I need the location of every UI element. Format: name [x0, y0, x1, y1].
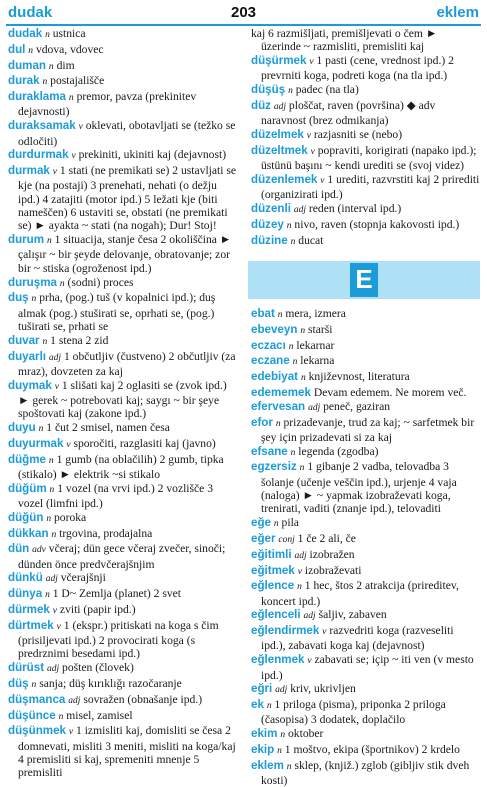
- entry-headword: dudak: [8, 27, 43, 40]
- entry-translation: 1 stati (ne premikati se) 2 ustavljati se kje (na postaji) 3 prenehati, nehati (o dežju ipd.) 4 zatajiti (motor ipd.) 5 ležati kje (biti nameščen) 6 ustaviti se, obstati (ne premikati se) ► ayakta ~ stati (na nogah); Dur! Stoj!: [18, 164, 237, 233]
- dictionary-entry: [8, 661, 241, 676]
- entry-part-of-speech: v: [56, 621, 61, 632]
- entry-part-of-speech: v: [52, 167, 58, 178]
- dictionary-entry: [251, 54, 480, 83]
- dictionary-entry: [8, 59, 241, 74]
- entry-headword: eğe: [251, 516, 271, 530]
- entry-part-of-speech: adj: [45, 574, 58, 585]
- entry-translation: ploščat, raven (površina) ◆ adv naravnost (brez odmikanja): [261, 98, 436, 128]
- entry-translation: književnost, literatura: [308, 370, 410, 384]
- dictionary-entry: [8, 724, 241, 779]
- entry-part-of-speech: n: [68, 93, 74, 104]
- entry-translation: nivo, raven (stopnja kakovosti ipd.): [294, 217, 460, 231]
- entry-translation: 1 gumb (na oblačilih) 2 gumb, tipka (stikalo) ► elektrik ~si stikalo: [18, 452, 224, 481]
- entry-part-of-speech: v: [310, 146, 315, 157]
- dictionary-entry: [251, 307, 480, 322]
- dictionary-entry: [8, 603, 241, 618]
- entry-part-of-speech: v: [307, 656, 312, 667]
- entry-part-of-speech: n: [51, 529, 57, 540]
- entry-translation: Devam edemem. Ne morem več.: [313, 385, 467, 399]
- entry-translation: pila: [281, 516, 299, 530]
- entry-translation: lekarna: [300, 354, 335, 368]
- entry-headword: eğlenmek: [251, 653, 305, 667]
- dictionary-entry: [8, 291, 241, 333]
- right-column: [251, 27, 480, 787]
- entry-headword: dünya: [8, 587, 43, 601]
- dictionary-entry: [251, 354, 480, 369]
- dictionary-entry: [8, 709, 241, 724]
- entry-part-of-speech: n: [48, 61, 54, 72]
- dictionary-entry: [8, 453, 241, 482]
- entry-translation: 1 občutljiv (čustveno) 2 občutljiv (za mraz), dovzeten za kaj: [18, 349, 236, 378]
- entry-headword: düğme: [8, 452, 47, 466]
- entry-translation: včerajšnji: [60, 571, 106, 585]
- entry-headword: düşünce: [8, 708, 56, 722]
- entry-translation: prekiniti, ukiniti kaj (dejavnost): [78, 148, 227, 162]
- entry-part-of-speech: n: [59, 278, 65, 289]
- dictionary-entry: [251, 339, 480, 354]
- dictionary-entry: [8, 164, 241, 232]
- entry-part-of-speech: n: [300, 325, 306, 336]
- dictionary-entry: [251, 516, 480, 531]
- entry-translation: 1 priloga (pisma), priponka 2 priloga (časopisa) 3 dodatek, doplačilo: [261, 698, 446, 727]
- entry-part-of-speech: n: [297, 582, 302, 593]
- dictionary-entry: [251, 759, 480, 787]
- entry-part-of-speech: n: [286, 761, 292, 772]
- entry-translation: oklevati, obotavljati se (težko se odločiti): [18, 119, 236, 148]
- dictionary-entry: [251, 128, 480, 143]
- entry-part-of-speech: adj: [275, 685, 288, 696]
- entry-part-of-speech: n: [48, 455, 54, 466]
- dictionary-entry: [251, 564, 480, 579]
- entry-translation: 1 gibanje 2 vadba, telovadba 3 šolanje (učenje veščin ipd.), urjenje 4 vaja (naloga) ► ~ yapmak izobraževati koga, trenirati, vaditi (znanje ipd.), telovaditi: [261, 460, 457, 516]
- entry-translation: 1 D~ Zemlja (planet) 2 svet: [52, 587, 182, 601]
- entry-part-of-speech: n: [42, 77, 48, 88]
- right-guide-word: eklem: [436, 4, 479, 21]
- dictionary-entry: [8, 571, 241, 586]
- entry-translation: premor, pavza (prekinitev dejavnosti): [18, 90, 197, 119]
- entry-headword: eğitmek: [251, 563, 295, 577]
- entry-headword: dünkü: [8, 571, 43, 585]
- entry-headword: ek: [251, 698, 264, 712]
- entry-part-of-speech: adj: [294, 550, 307, 561]
- entry-translation: misel, zamisel: [66, 708, 133, 722]
- entry-headword: ebeveyn: [251, 322, 298, 336]
- entry-part-of-speech: v: [309, 57, 314, 68]
- entry-part-of-speech: n: [288, 86, 293, 97]
- entry-part-of-speech: adj: [68, 695, 81, 706]
- entry-translation: vdova, vdovec: [35, 42, 104, 56]
- left-column: [8, 27, 241, 780]
- entry-translation: pošten (človek): [62, 661, 134, 675]
- dictionary-entry: [251, 698, 480, 727]
- dictionary-entry: [8, 74, 241, 89]
- entry-part-of-speech: n: [275, 418, 281, 429]
- entry-headword: eğlendirmek: [251, 624, 320, 638]
- entry-part-of-speech: n: [299, 463, 305, 474]
- letter-section-banner: [248, 261, 480, 299]
- entry-headword: dürüst: [8, 661, 45, 675]
- entry-headword: efor: [251, 415, 273, 429]
- entry-headword: eğlenceli: [251, 608, 301, 622]
- section-letter: E: [350, 263, 378, 297]
- entry-headword: dün: [8, 542, 30, 556]
- entry-headword: eğitimli: [251, 547, 292, 561]
- entry-translation: oktober: [288, 727, 324, 741]
- entry-part-of-speech: n: [45, 30, 50, 40]
- dictionary-entry: [251, 460, 480, 515]
- entry-part-of-speech: n: [277, 309, 283, 320]
- dictionary-entry: [251, 27, 480, 54]
- entry-part-of-speech: adj: [273, 101, 287, 112]
- header-rule: [6, 24, 481, 26]
- dictionary-entry: [251, 608, 480, 623]
- entry-part-of-speech: adj: [303, 611, 316, 622]
- dictionary-entry: [251, 579, 480, 608]
- entry-headword: eğri: [251, 682, 273, 696]
- entry-headword: eczacı: [251, 338, 286, 352]
- entry-headword: ebat: [251, 306, 275, 320]
- entry-translation: izobražen: [309, 547, 355, 561]
- entry-headword: düz: [251, 98, 271, 112]
- dictionary-entry: [251, 202, 480, 217]
- entry-part-of-speech: adj: [48, 352, 62, 363]
- entry-part-of-speech: v: [322, 627, 327, 638]
- entry-translation: sklep, (knjiž.) zglob (gibljiv stik dveh kosti): [261, 758, 470, 787]
- entry-headword: durmak: [8, 164, 50, 178]
- entry-part-of-speech: n: [45, 590, 50, 601]
- entry-translation: popraviti, korigirati (napako ipd.); üstünü başını ~ kendi urediti se (svoj videz): [261, 143, 477, 173]
- entry-translation: včeraj; dün gece včeraj zvečer, sinoči; dünden önce predvčerajšnjim: [18, 542, 226, 571]
- entry-headword: duraklama: [8, 90, 66, 104]
- dictionary-entry: [251, 218, 480, 233]
- entry-translation: kriv, ukrivljen: [290, 682, 356, 696]
- entry-translation: ducat: [298, 233, 324, 247]
- entry-part-of-speech: v: [306, 131, 311, 142]
- dictionary-entry: [8, 693, 241, 708]
- dictionary-entry: [8, 233, 241, 275]
- entry-headword: duvar: [8, 333, 40, 347]
- entry-translation: legenda (zgodba): [298, 444, 379, 458]
- entry-translation: sovražen (obnašanje ipd.): [83, 692, 203, 706]
- entry-part-of-speech: n: [58, 711, 64, 722]
- dictionary-entry: [251, 548, 480, 563]
- dictionary-entry: [251, 653, 480, 682]
- entry-translation: padec (na tla): [295, 83, 359, 97]
- entry-headword: düşürmek: [251, 54, 307, 68]
- entry-headword: egzersiz: [251, 460, 297, 474]
- entry-part-of-speech: n: [266, 701, 272, 712]
- page-number: 203: [230, 4, 257, 21]
- dictionary-entry: [8, 350, 241, 379]
- dictionary-entry: [251, 99, 480, 128]
- entry-headword: duyurmak: [8, 436, 64, 450]
- entry-part-of-speech: v: [66, 439, 71, 450]
- dictionary-entry: [251, 532, 480, 547]
- entry-translation: zviti (papir ipd.): [59, 603, 136, 617]
- entry-part-of-speech: v: [297, 566, 302, 577]
- entry-translation: 1 situacija, stanje česa 2 okoliščina ► çalışır ~ bir şeyde delovanje, obratovanje; zor bir ~ stiska (ogroženost ipd.): [18, 233, 232, 275]
- entry-translation: zabavati se; içip ~ iti ven (v mesto ipd.): [261, 653, 474, 682]
- entry-translation: prha, (pog.) tuš (v kopalnici ipd.); duş almak (pog.) stuširati se, oprhati se, (pog.) tuširati se, prhati se: [18, 291, 216, 333]
- dictionary-entry: [8, 90, 241, 119]
- entry-headword: eğer: [251, 531, 276, 545]
- dictionary-entry: [251, 323, 480, 338]
- entry-translation: kaj 6 razmišljati, premišljevati o čem ► üzerinde ~ razmisliti, premisliti kaj: [251, 27, 438, 54]
- entry-translation: prizadevanje, trud za kaj; ~ sarfetmek bir şey için prizadevati si za kaj: [261, 415, 475, 444]
- entry-part-of-speech: n: [286, 220, 292, 231]
- dictionary-entry: [251, 144, 480, 173]
- entry-translation: 1 vozel (na vrvi ipd.) 2 vozlišče 3 vozel (limfni ipd.): [18, 481, 214, 510]
- entry-headword: ekip: [251, 743, 275, 757]
- dictionary-entry: [251, 727, 480, 742]
- entry-headword: düzenli: [251, 202, 291, 216]
- dictionary-entry: [251, 234, 480, 249]
- entry-part-of-speech: conj: [278, 534, 295, 545]
- entry-part-of-speech: n: [280, 730, 286, 741]
- entry-part-of-speech: n: [42, 336, 48, 347]
- entry-part-of-speech: n: [49, 484, 55, 495]
- entry-translation: (sodni) proces: [67, 275, 134, 289]
- dictionary-entry: [8, 587, 241, 602]
- right-column-d-entries: [251, 27, 480, 249]
- entry-headword: eczane: [251, 354, 290, 368]
- dictionary-entry: [8, 119, 241, 148]
- dictionary-entry: [8, 677, 241, 692]
- entry-headword: duş: [8, 291, 29, 305]
- entry-translation: 1 izmisliti kaj, domisliti se česa 2 domnevati, misliti 3 meniti, misliti na koga/kaj 4 premisliti si kaj, spremeniti mnenje 5 premisliti: [18, 724, 236, 780]
- entry-translation: sanja; düş kırıklığı razočaranje: [39, 677, 182, 691]
- entry-headword: düğüm: [8, 481, 47, 495]
- entry-headword: düşmanca: [8, 692, 66, 706]
- dictionary-entry: [8, 27, 241, 42]
- right-column-e-entries: [251, 307, 480, 787]
- entry-translation: sporočiti, razglasiti kaj (javno): [73, 436, 216, 450]
- entry-part-of-speech: v: [71, 151, 76, 162]
- entry-headword: durak: [8, 74, 40, 88]
- entry-translation: postajališče: [50, 74, 105, 88]
- page-header: [6, 2, 481, 24]
- entry-translation: 1 stena 2 zid: [50, 333, 109, 347]
- entry-headword: efervesan: [251, 399, 306, 413]
- entry-translation: 1 čut 2 smisel, namen česa: [46, 421, 170, 435]
- entry-translation: 1 moštvo, ekipa (športnikov) 2 krdelo: [284, 743, 460, 757]
- dictionary-entry: [251, 416, 480, 445]
- entry-headword: düzenlemek: [251, 172, 318, 186]
- dictionary-entry: [8, 334, 241, 349]
- entry-translation: reden (interval ipd.): [308, 202, 402, 216]
- entry-translation: lekarnar: [296, 338, 335, 352]
- entry-part-of-speech: v: [78, 122, 83, 133]
- entry-translation: peneč, gaziran: [323, 399, 391, 413]
- entry-part-of-speech: adj: [308, 402, 321, 413]
- dictionary-entry: [251, 370, 480, 385]
- entry-translation: 1 hec, štos 2 atrakcija (prireditev, koncert ipd.): [261, 579, 459, 608]
- entry-part-of-speech: v: [68, 727, 74, 738]
- entry-headword: edebiyat: [251, 370, 299, 384]
- dictionary-entry: [8, 43, 241, 58]
- entry-part-of-speech: n: [46, 236, 52, 247]
- left-guide-word: dudak: [8, 4, 53, 21]
- dictionary-entry: [8, 379, 241, 421]
- entry-headword: eklem: [251, 758, 284, 772]
- entry-headword: düşüş: [251, 83, 286, 97]
- entry-part-of-speech: n: [300, 373, 306, 384]
- dictionary-entry: [251, 445, 480, 460]
- entry-part-of-speech: v: [320, 175, 325, 186]
- entry-headword: duman: [8, 58, 47, 72]
- entry-translation: trgovina, prodajalna: [59, 526, 153, 540]
- entry-part-of-speech: n: [277, 746, 282, 757]
- entry-part-of-speech: adv: [32, 545, 46, 556]
- dictionary-entry: [251, 386, 480, 399]
- entry-headword: dürtmek: [8, 618, 54, 632]
- entry-translation: ustnica: [52, 27, 86, 40]
- entry-headword: durdurmak: [8, 148, 69, 162]
- entry-headword: düşünmek: [8, 724, 66, 738]
- entry-part-of-speech: n: [290, 447, 296, 458]
- entry-headword: duyu: [8, 421, 36, 435]
- entry-part-of-speech: adj: [46, 664, 60, 675]
- dictionary-entry: [8, 437, 241, 452]
- entry-headword: eğlence: [251, 579, 295, 593]
- entry-part-of-speech: n: [290, 236, 296, 247]
- entry-part-of-speech: v: [52, 606, 58, 617]
- entry-headword: düğün: [8, 510, 44, 524]
- dictionary-entry: [251, 682, 480, 697]
- entry-headword: düş: [8, 677, 29, 691]
- entry-translation: izobraževati: [304, 563, 362, 577]
- dictionary-entry: [8, 619, 241, 661]
- dictionary-entry: [251, 400, 480, 415]
- entry-part-of-speech: n: [288, 341, 294, 352]
- entry-translation: razvedriti koga (razveseliti ipd.), zabavati koga kaj (dejavnost): [261, 624, 454, 653]
- entry-headword: ekim: [251, 727, 278, 741]
- entry-headword: düzine: [251, 233, 288, 247]
- entry-headword: düzey: [251, 217, 284, 231]
- entry-part-of-speech: adj: [293, 205, 306, 216]
- entry-headword: durum: [8, 233, 45, 247]
- dictionary-entry: [8, 482, 241, 511]
- entry-translation: poroka: [53, 510, 87, 524]
- entry-part-of-speech: n: [38, 424, 44, 435]
- entry-part-of-speech: n: [28, 45, 34, 56]
- entry-headword: duruşma: [8, 275, 57, 289]
- entry-headword: duraksamak: [8, 119, 76, 133]
- entry-headword: edememek: [251, 385, 311, 399]
- entry-headword: dul: [8, 42, 26, 56]
- entry-headword: duymak: [8, 378, 52, 392]
- dictionary-entry: [251, 83, 480, 98]
- entry-part-of-speech: v: [54, 381, 59, 392]
- entry-part-of-speech: n: [292, 357, 298, 368]
- entry-headword: efsane: [251, 444, 288, 458]
- entry-headword: dürmek: [8, 603, 50, 617]
- dictionary-entry: [8, 148, 241, 163]
- entry-headword: dükkan: [8, 526, 49, 540]
- entry-translation: 1 pasti (cene, vrednost ipd.) 2 prevrniti koga, podreti koga (na tla ipd.): [261, 54, 454, 83]
- entry-translation: mera, izmera: [285, 306, 346, 320]
- dictionary-entry: [8, 276, 241, 291]
- dictionary-entry: [251, 624, 480, 653]
- entry-translation: 1 slišati kaj 2 oglasiti se (zvok ipd.) ► gerek ~ potrebovati kaj; saygı ~ bir şeye spoštovati kaj (zakone ipd.): [18, 378, 227, 421]
- dictionary-entry: [251, 173, 480, 202]
- entry-translation: 1 če 2 ali, če: [297, 531, 356, 545]
- dictionary-entry: [251, 743, 480, 758]
- dictionary-entry: [8, 511, 241, 526]
- entry-headword: düzelmek: [251, 128, 304, 142]
- entry-translation: 1 urediti, razvrstiti kaj 2 prirediti (organizirati ipd.): [261, 172, 480, 202]
- dictionary-entry: [8, 542, 241, 571]
- entry-translation: dim: [56, 58, 75, 72]
- entry-part-of-speech: n: [273, 519, 279, 530]
- entry-part-of-speech: n: [46, 513, 52, 524]
- dictionary-entry: [8, 527, 241, 542]
- entry-translation: razjasniti se (nebo): [313, 128, 403, 142]
- entry-part-of-speech: n: [31, 680, 37, 691]
- dictionary-entry: [8, 421, 241, 436]
- entry-translation: 1 (ekspr.) pritiskati na koga s čim (prisiljevati ipd.) 2 provocirati koga (s predrznimi besedami ipd.): [18, 618, 219, 661]
- entry-headword: düzeltmek: [251, 143, 308, 157]
- entry-headword: duyarlı: [8, 349, 47, 363]
- entry-translation: šaljiv, zabaven: [318, 608, 387, 622]
- entry-part-of-speech: n: [31, 294, 37, 305]
- entry-translation: starši: [307, 322, 333, 336]
